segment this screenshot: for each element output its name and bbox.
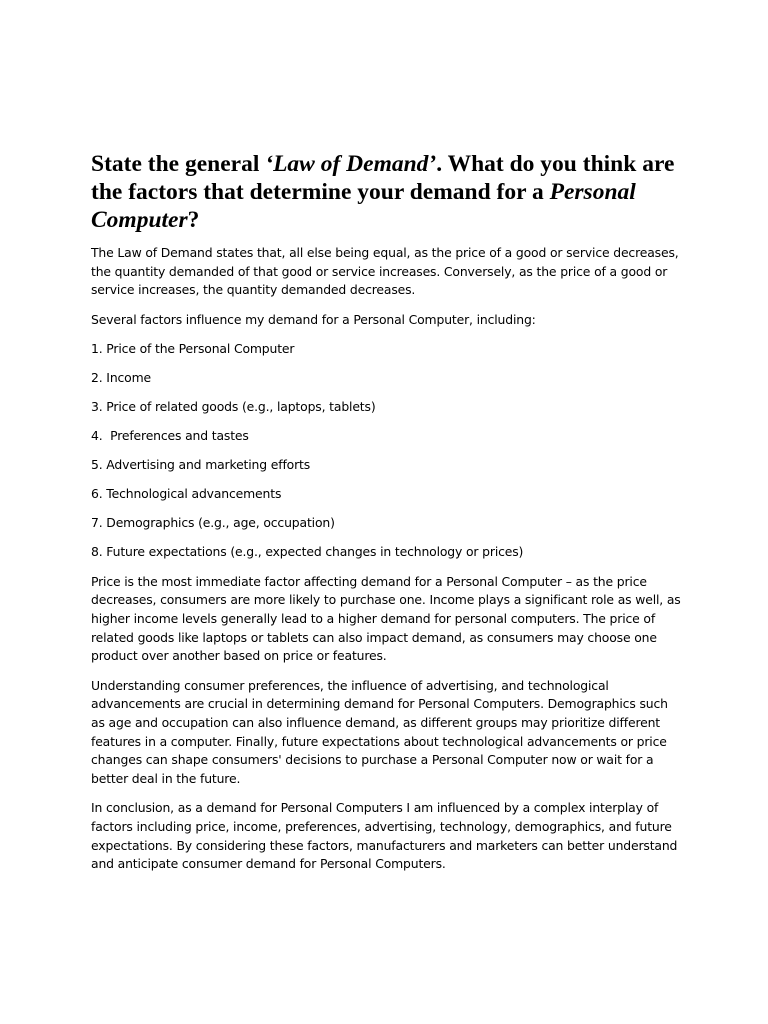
definition-paragraph: The Law of Demand states that, all else being equal, as the price of a good or service decreases, the quantity demanded of that good or service increases. Conversely, as the price of a good or service increases, the quantity demanded decreases. [91,245,679,298]
heading-text-2: . What do you think are the factors that determine your demand for a [91,151,675,205]
factor-list-item: 7. Demographics (e.g., age, occupation) [91,515,335,531]
price-income-paragraph: Price is the most immediate factor affecting demand for a Personal Computer – as the price decreases, consumers are more likely to purchase one. Income plays a significant role as well, as higher income levels generally lead to a higher demand for personal computers. The price of related goods like laptops or tablets can also impact demand, as consumers may choose one product over another based on price or features. [91,573,681,664]
heading-text-1: State the general [91,151,266,177]
factor-list-item: 4. Preferences and tastes [91,428,249,444]
heading-italic-law-of-demand: ‘Law of Demand’ [265,151,437,177]
preferences-paragraph: Understanding consumer preferences, the influence of advertising, and technological advancements are crucial in determining demand for Personal Computers. Demographics such as age and occupation can also influence demand, as different groups may prioritize different features in a computer. Finally, future expectations about technological advancements or price changes can shape consumers' decisions to purchase a Personal Computer now or wait for a better deal in the future. [91,677,668,787]
factor-list-item: 8. Future expectations (e.g., expected changes in technology or prices) [91,544,524,560]
factor-list-item: 2. Income [91,369,152,385]
factors-intro-paragraph: Several factors influence my demand for a Personal Computer, including: [91,311,536,327]
question-heading [91,150,683,234]
factor-list-item: 1. Price of the Personal Computer [91,340,295,356]
document-page [91,150,683,885]
heading-italic-personal-computer: Personal Computer [91,179,636,233]
conclusion-paragraph: In conclusion, as a demand for Personal Computers I am influenced by a complex interplay of factors including price, income, preferences, advertising, technology, demographics, and future expectations. By considering these factors, manufacturers and marketers can better understand and anticipate consumer demand for Personal Computers. [91,800,678,872]
factor-list-item: 3. Price of related goods (e.g., laptops, tablets) [91,399,376,414]
factor-list-item: 5. Advertising and marketing efforts [91,457,311,473]
factor-list-item: 6. Technological advancements [91,486,282,502]
heading-text-3: ? [187,207,200,233]
